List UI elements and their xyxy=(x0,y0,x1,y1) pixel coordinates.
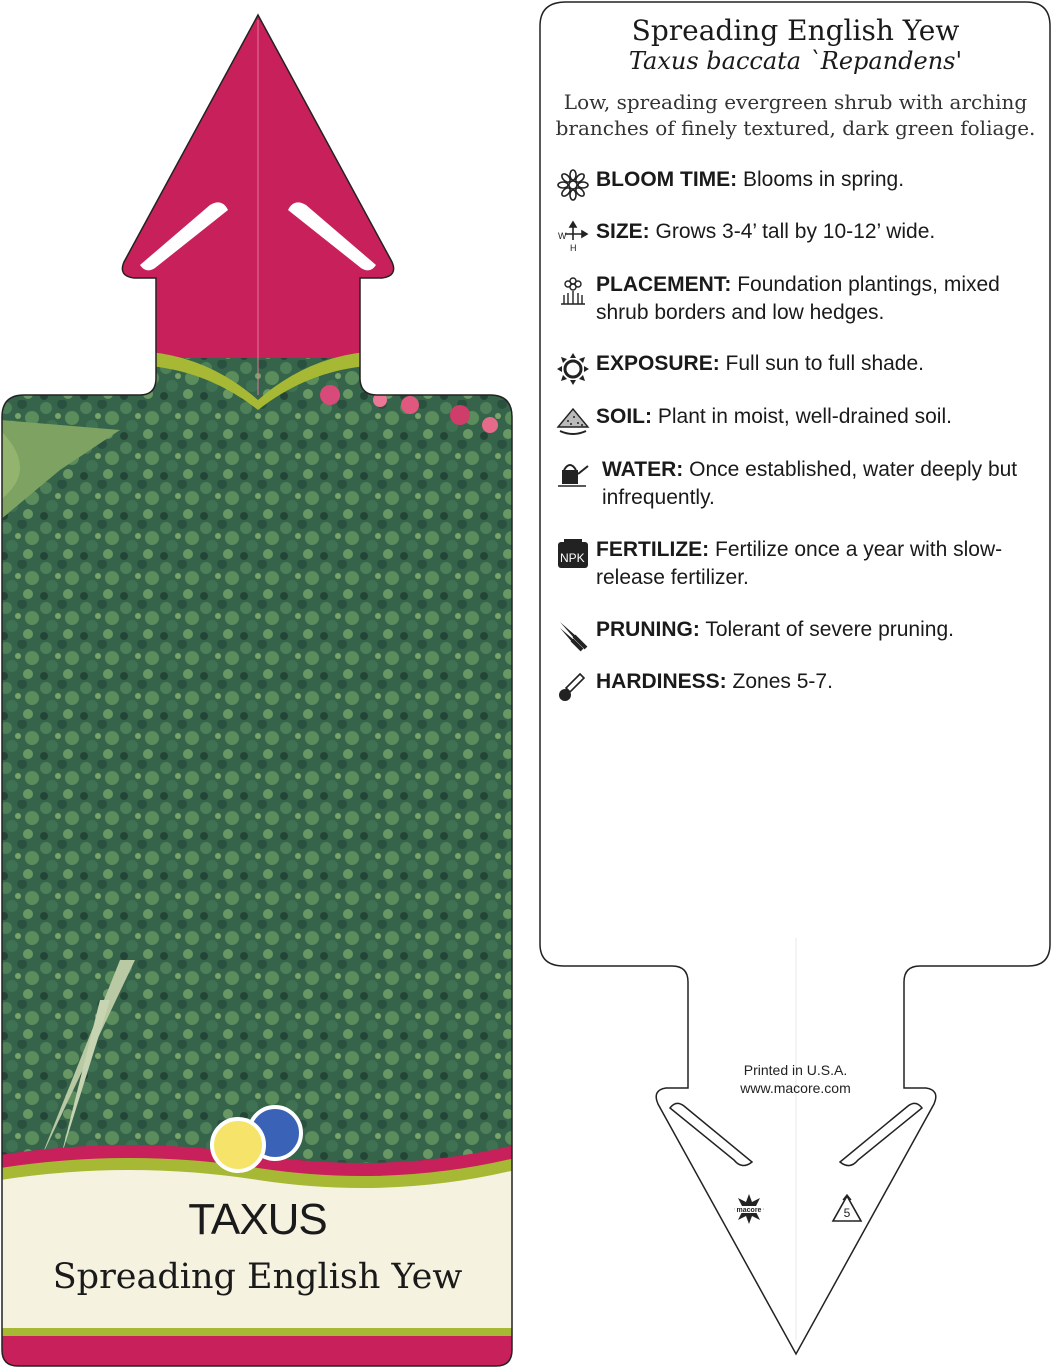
macore-logo-icon xyxy=(732,1192,766,1226)
plant-description: Low, spreading evergreen shrub with arching branches of finely textured, dark green foliage. xyxy=(555,90,1036,140)
detail-label: BLOOM TIME: xyxy=(596,168,738,191)
detail-text: Zones 5-7. xyxy=(732,670,833,693)
detail-label: WATER: xyxy=(602,458,684,481)
macore-logo-text: macore xyxy=(736,1207,762,1214)
detail-text: Fertilize once a year with slow-release fertilizer. xyxy=(596,538,1003,589)
latin-name: Taxus baccata `Repandens' xyxy=(628,47,963,75)
sun-icon xyxy=(556,352,590,386)
detail-water xyxy=(556,456,1046,512)
printer-website[interactable]: www.macore.com xyxy=(740,1080,851,1096)
detail-label: EXPOSURE: xyxy=(596,352,720,375)
detail-text: Tolerant of severe pruning. xyxy=(705,618,954,641)
fertilizer-icon-label: NPK xyxy=(560,551,585,565)
detail-label: PRUNING: xyxy=(596,618,700,641)
detail-text: Once established, water deeply but infrequently. xyxy=(602,458,1018,509)
plant-photo xyxy=(0,340,515,1180)
detail-text: Foundation plantings, mixed shrub borders and low hedges. xyxy=(596,273,1000,324)
detail-label: SIZE: xyxy=(596,220,650,243)
tag-front-graphic xyxy=(0,0,515,1369)
plant-name-block xyxy=(0,1195,515,1297)
printer-info xyxy=(538,1061,1053,1097)
genus-name: TAXUS xyxy=(188,1195,327,1244)
detail-hardiness xyxy=(556,668,1046,696)
detail-placement xyxy=(556,271,1046,327)
detail-size xyxy=(556,218,1046,253)
detail-bloom-time xyxy=(556,166,1046,194)
detail-exposure xyxy=(556,350,1046,378)
detail-soil xyxy=(556,403,1046,431)
watering-can-icon xyxy=(556,458,590,492)
common-name: Spreading English Yew xyxy=(52,1257,463,1297)
soil-icon xyxy=(556,405,590,439)
detail-label: FERTILIZE: xyxy=(596,538,710,561)
detail-pruning xyxy=(556,616,1046,644)
tag-back xyxy=(538,0,1053,1369)
size-icon-w: W xyxy=(558,231,567,241)
detail-text: Grows 3-4’ tall by 10-12’ wide. xyxy=(655,220,936,243)
detail-label: HARDINESS: xyxy=(596,670,727,693)
recycle-icon xyxy=(830,1193,864,1225)
recycle-code: 5 xyxy=(843,1206,851,1220)
thermometer-icon xyxy=(556,670,590,704)
detail-label: SOIL: xyxy=(596,405,652,428)
size-icon-h: H xyxy=(570,243,577,253)
tag-front xyxy=(0,0,515,1369)
placement-icon xyxy=(556,273,590,307)
detail-text: Plant in moist, well-drained soil. xyxy=(657,405,952,428)
plant-title: Spreading English Yew xyxy=(631,14,960,47)
flower-icon xyxy=(556,168,590,202)
printed-in: Printed in U.S.A. xyxy=(743,1062,848,1078)
detail-label: PLACEMENT: xyxy=(596,273,732,296)
fertilizer-icon xyxy=(556,538,590,572)
pruners-icon xyxy=(556,618,590,652)
detail-fertilize xyxy=(556,536,1046,592)
care-info xyxy=(538,14,1053,141)
detail-text: Full sun to full shade. xyxy=(725,352,924,375)
detail-text: Blooms in spring. xyxy=(743,168,905,191)
size-icon xyxy=(556,220,590,254)
